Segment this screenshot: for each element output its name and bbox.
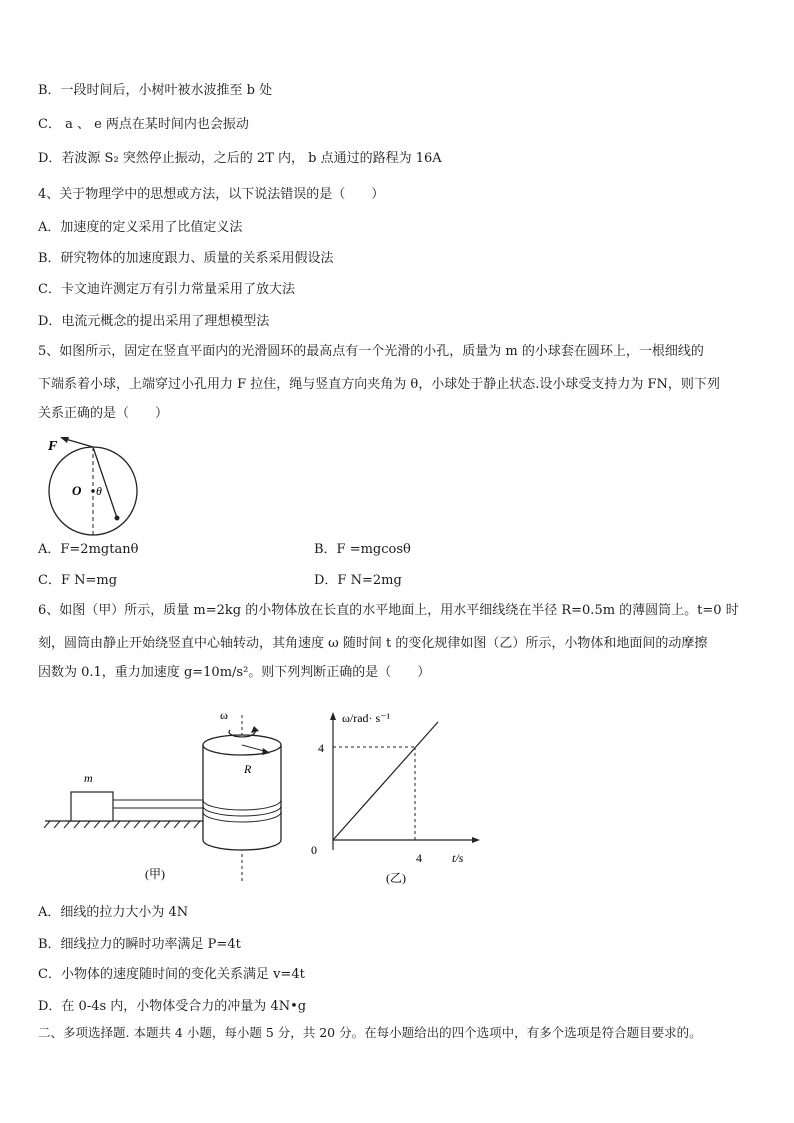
center-dot	[91, 489, 95, 493]
q3-option-c: C． a 、 e 两点在某时间内也会振动	[38, 117, 249, 132]
q5-option-b: B．F =mgcosθ	[314, 542, 411, 557]
q4-stem: 4、关于物理学中的思想或方法，以下说法错误的是（ ）	[38, 187, 385, 202]
q6-option-a: A．细线的拉力大小为 4N	[38, 905, 189, 920]
q5-option-a: A．F=2mgtanθ	[38, 542, 139, 557]
q5-stem-line1: 5、如图所示，固定在竖直平面内的光滑圆环的最高点有一个光滑的小孔，质量为 m 的小球套在圆环上，一根细线的	[38, 344, 704, 359]
y-axis-arrowhead	[330, 712, 336, 720]
radius-label: R	[244, 762, 252, 776]
block-m	[71, 792, 113, 821]
q4-option-d: D．电流元概念的提出采用了理想模型法	[38, 314, 270, 329]
q6-stem-line2: 刻，圆筒由静止开始绕竖直中心轴转动，其角速度 ω 随时间 t 的变化规律如图（乙）所示，小物体和地面间的动摩擦	[38, 636, 708, 651]
cylinder-figure	[40, 700, 300, 890]
q5-option-d: D．F N=2mg	[314, 573, 402, 588]
ground-hatch	[44, 821, 200, 828]
q4-option-b: B．研究物体的加速度跟力、质量的关系采用假设法	[38, 251, 334, 266]
omega-line	[333, 722, 438, 840]
y-axis-label: ω/rad· s⁻¹	[342, 711, 391, 725]
q3-option-d: D．若波源 S₂ 突然停止振动，之后的 2T 内， b 点通过的路程为 16A	[38, 151, 442, 166]
q6-stem-line1: 6、如图（甲）所示，质量 m=2kg 的小物体放在长直的水平地面上，用水平细线绕在半径 R=0.5m 的薄圆筒上。t=0 时	[38, 603, 739, 618]
x-axis-arrowhead	[472, 837, 480, 843]
q4-option-a: A．加速度的定义采用了比值定义法	[38, 220, 243, 235]
figure-b-caption: (乙)	[386, 871, 406, 885]
q5-stem-line3: 关系正确的是（ ）	[38, 406, 169, 421]
ball-dot	[115, 516, 120, 521]
q6-option-d: D．在 0-4s 内，小物体受合力的冲量为 4N•g	[38, 999, 307, 1014]
section-2-heading: 二、多项选择题. 本题共 4 小题，每小题 5 分，共 20 分。在每小题给出的四个选项中，有多个选项是符合题目要求的。	[38, 1025, 702, 1040]
omega-label: ω	[220, 708, 228, 722]
q4-option-c: C．卡文迪许测定万有引力常量采用了放大法	[38, 282, 295, 297]
q5-option-c: C．F N=mg	[38, 573, 118, 588]
rotation-arrowhead	[251, 726, 259, 733]
ring-figure	[40, 432, 150, 542]
omega-time-graph	[300, 700, 480, 890]
y-tick-4: 4	[318, 741, 324, 755]
origin-label: 0	[311, 843, 317, 857]
figure-a-caption: (甲)	[145, 867, 165, 881]
string-line	[93, 447, 117, 518]
force-arrowhead	[60, 437, 69, 443]
q5-stem-line2: 下端系着小球，上端穿过小孔用力 F 拉住，绳与竖直方向夹角为 θ，小球处于静止状态.设小球受支持力为 FN，则下列	[38, 377, 720, 392]
center-label: O	[72, 483, 82, 498]
x-tick-4: 4	[416, 851, 422, 865]
q6-option-c: C．小物体的速度随时间的变化关系满足 v=4t	[38, 967, 305, 982]
theta-label: θ	[96, 484, 102, 498]
q6-option-b: B．细线拉力的瞬时功率满足 P=4t	[38, 937, 241, 952]
cylinder-body	[203, 745, 281, 850]
mass-label: m	[84, 771, 93, 785]
q3-option-b: B．一段时间后，小树叶被水波推至 b 处	[38, 83, 273, 98]
x-axis-label: t/s	[452, 851, 464, 865]
force-label: F	[48, 439, 58, 454]
q6-stem-line3: 因数为 0.1，重力加速度 g=10m/s²。则下列判断正确的是（ ）	[38, 665, 431, 680]
